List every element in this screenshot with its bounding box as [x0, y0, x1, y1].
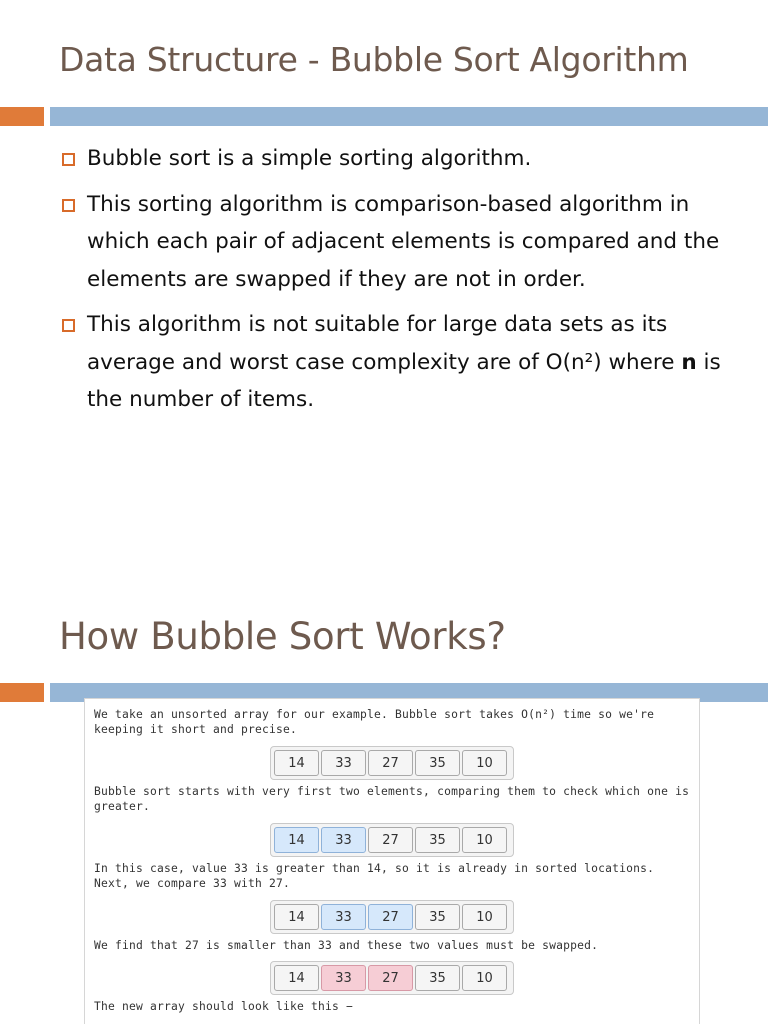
step-text: The new array should look like this −	[94, 1000, 354, 1013]
array-cell: 14	[274, 965, 319, 991]
square-bullet-icon	[62, 319, 75, 332]
array-cell: 35	[415, 750, 460, 776]
title-accent-bar	[0, 107, 768, 126]
array-diagram	[270, 746, 514, 780]
array-cell: 10	[462, 827, 507, 853]
step-text: We take an unsorted array for our example. Bubble sort takes O(n²) time so we're keeping it short and precise.	[94, 708, 655, 736]
accent-bar-orange	[0, 683, 44, 702]
square-bullet-icon	[62, 153, 75, 166]
bullet-text	[87, 312, 721, 412]
array-cell: 35	[415, 904, 460, 930]
array-cell: 27	[368, 827, 413, 853]
bullet-text: Bubble sort is a simple sorting algorithm.	[87, 146, 532, 171]
array-cell: 35	[415, 965, 460, 991]
bullet-item	[62, 306, 742, 419]
square-bullet-icon	[62, 199, 75, 212]
array-diagram	[270, 823, 514, 857]
accent-bar-orange	[0, 107, 44, 126]
array-cell-swap: 27	[368, 965, 413, 991]
array-cell-compared: 33	[321, 827, 366, 853]
array-cell: 14	[274, 750, 319, 776]
array-cell-compared: 27	[368, 904, 413, 930]
array-cell: 35	[415, 827, 460, 853]
step-text: In this case, value 33 is greater than 14, so it is already in sorted locations. Next, we compare 33 with 27.	[94, 862, 655, 890]
bullet-text: This sorting algorithm is comparison-based algorithm in which each pair of adjacent elements is compared and the elements are swapped if they are not in order.	[87, 191, 720, 292]
bullet-text-part: where	[601, 349, 682, 375]
variable-n: n	[681, 349, 697, 375]
slide-title-bubble-sort: Data Structure - Bubble Sort Algorithm	[59, 40, 689, 79]
bullet-item	[62, 186, 742, 299]
array-cell: 33	[321, 750, 366, 776]
bullet-text-part: This algorithm is not suitable for large data sets as its average and worst case complexity are of	[87, 312, 668, 375]
step-text: Bubble sort starts with very first two elements, comparing them to check which one is greater.	[94, 785, 690, 813]
array-diagram	[270, 900, 514, 934]
array-cell: 10	[462, 904, 507, 930]
array-diagram	[270, 961, 514, 995]
array-cell-compared: 33	[321, 904, 366, 930]
bullet-text-part: is the number of items.	[87, 349, 721, 412]
array-cell-compared: 14	[274, 827, 319, 853]
bullet-item	[62, 140, 742, 178]
array-cell-swap: 33	[321, 965, 366, 991]
accent-bar-blue	[50, 107, 768, 126]
array-cell: 27	[368, 750, 413, 776]
array-cell: 10	[462, 750, 507, 776]
complexity-notation: O(n²)	[545, 349, 602, 375]
slide-title-how-it-works: How Bubble Sort Works?	[59, 615, 506, 658]
array-cell: 14	[274, 904, 319, 930]
step-text: We find that 27 is smaller than 33 and these two values must be swapped.	[94, 939, 599, 952]
bullet-list	[62, 140, 742, 427]
array-cell: 10	[462, 965, 507, 991]
tutorial-panel	[84, 698, 700, 1024]
